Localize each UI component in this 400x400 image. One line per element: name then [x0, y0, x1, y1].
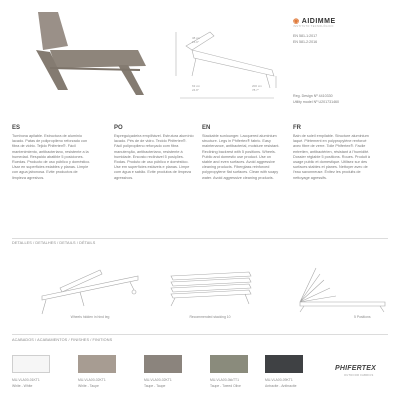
details-title: DETALLES / DETALHES / DETAILS / DÉTAILS: [12, 241, 96, 245]
swatch-code: MU-VLA00-0kkTT1: [210, 378, 240, 382]
swatch-taupe-taupe[interactable]: [144, 355, 182, 373]
lang-text: Espreguiçadeira empilhável. Estrutura alumínio lacado. Pés de de vidro. Tecido Phifertex®. Fácil polipropileno reforçado com fibra manutenção, antibacteriano, resistente à humidade. Encosto reclinável 5 posições. Rodas. Produto de uso público e doméstico. Use em superfícies estáveis e planas. Limpe com água e sabão. Evite produtos de limpeza agressivos.: [114, 134, 194, 180]
phifertex-logo-sub: OUTDOOR FABRICS: [344, 374, 374, 377]
swatch-code: MU-VLA00-01KT1: [12, 378, 40, 382]
divider: [12, 334, 388, 335]
sunlounger-photo: [28, 10, 146, 105]
swatch-name: Antracite - Anthracite: [265, 384, 297, 388]
wheels-detail-drawing: [40, 256, 140, 316]
logo-mark-icon: ◉: [293, 18, 302, 25]
phifertex-logo: PHIFERTEX: [335, 365, 376, 372]
lang-title: FR: [293, 125, 301, 131]
lang-title: ES: [12, 125, 21, 131]
swatch-antracite-anthracite[interactable]: [265, 355, 303, 373]
lang-text: Bain de soleil empilable. Structure aluminium laqué. Piètement en polypropylène renforcé avec fibre de verre. Toile Phifertex®. Facile entretien, antibactérien, résistant à l'humidité. Dossier réglable 5 positions. Roues. Produit à usage public et domestique. Utilisez sur des surfaces stables et planes. Nettoyer avec de l'eau savonneuse. Évitez les produits de nettoyage agressifs.: [293, 134, 371, 180]
norm-line-1: EN 581-1:2017: [293, 34, 318, 38]
seat-sling: [50, 50, 146, 68]
swatch-code: MU-VLA00-09KT1: [265, 378, 293, 382]
lang-text: Stackable sunlounger. Lacquered aluminium structure. Legs in Phifertex® fabric. Easy maintenance, antibacterial, moisture resistant. Reclining backrest with 5 positions. Wheels. Public and domestic use product. Use on stable and even surfaces. Avoid aggressive cleaning products. Fiberglass reinforced polypropylene flat surfaces. Clean with soapy water. Avoid aggressive cleaning products.: [202, 134, 280, 180]
registration-utility: Utility model Nº U201731460: [293, 100, 340, 104]
swatch-name: White - White: [12, 384, 33, 388]
finishes-title: ACABADOS / ACABAMENTOS / FINISHES / FINITIONS: [12, 338, 113, 342]
swatch-white-taupe[interactable]: [78, 355, 116, 373]
divider: [12, 238, 388, 239]
aidimme-logo: ◉ AIDIMME: [293, 18, 336, 25]
description-en: [202, 125, 282, 181]
caption-wheels: Wheels hidden in hind leg: [70, 315, 110, 319]
swatch-code: MU-VLA00-02KT1: [144, 378, 172, 382]
swatch-name: Taupe - Taupe: [144, 384, 166, 388]
description-fr: [293, 125, 373, 181]
norm-line-2: EN 581-2:2016: [293, 40, 318, 44]
backrest-sling: [38, 12, 68, 50]
caption-stacking: Recommended stacking 10: [189, 315, 231, 319]
dimension-length: 200 cm 78.7": [252, 84, 262, 92]
description-po: [114, 125, 194, 181]
swatch-name: Taupe - Tweed Olive: [210, 384, 241, 388]
registration-design: Reg. Design Nº 4410330: [293, 94, 333, 98]
swatch-code: MU-VLA00-02KT1: [78, 378, 106, 382]
stacking-detail-drawing: [165, 266, 255, 308]
aidimme-logo-sub: INSTITUTO TECNOLÓGICO: [293, 25, 334, 28]
swatch-white-white[interactable]: [12, 355, 50, 373]
caption-positions: 5 Positions: [354, 315, 371, 319]
dimension-height: 38 cm 15.0": [192, 36, 201, 44]
swatch-taupe-tweed-olive[interactable]: [210, 355, 248, 373]
description-es: [12, 125, 92, 181]
lang-title: PO: [114, 125, 123, 131]
lang-text: Tumbona apilable. Estructura de aluminio lacado. Patas de polipropileno reforzado con fibra de vidrio. Tejido Phifertex®. Fácil mantenimiento, antibacteriano, resistente a la humedad. Respaldo abatible 5 posiciones. Ruedas. Producto de uso público y doméstico. Usar en superficies estables y planas. Limpie con agua jabonosa. Evite productos de limpieza agresivos.: [12, 134, 91, 180]
lang-title: EN: [202, 125, 211, 131]
swatch-name: White - Taupe: [78, 384, 99, 388]
dimension-depth: 63 cm 24.8": [192, 84, 201, 92]
positions-detail-drawing: [290, 262, 390, 314]
dimension-drawing: [162, 28, 282, 110]
